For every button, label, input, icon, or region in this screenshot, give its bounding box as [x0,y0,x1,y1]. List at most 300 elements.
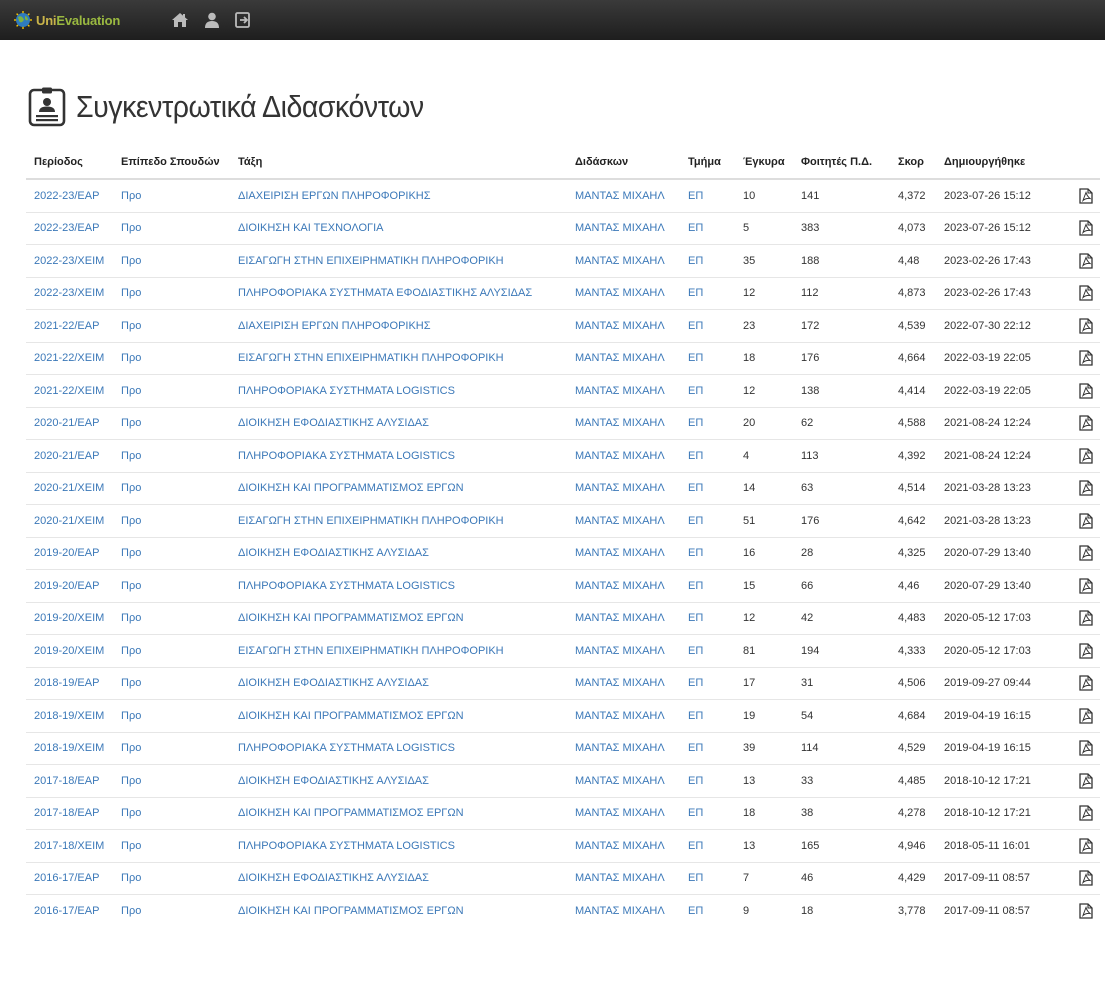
pdf-icon[interactable] [1079,708,1093,724]
table-row [26,375,1100,408]
header-dept[interactable]: Τμήμα [680,146,735,179]
cell-dept[interactable]: ΕΠ [680,310,735,343]
cell-level[interactable]: Προ [113,375,230,408]
cell-level[interactable]: Προ [113,537,230,570]
cell-course[interactable]: ΔΙΟΙΚΗΣΗ ΕΦΟΔΙΑΣΤΙΚΗΣ ΑΛΥΣΙΔΑΣ [230,537,567,570]
cell-pdf [1061,895,1100,927]
cell-instructor[interactable]: ΜΑΝΤΑΣ ΜΙΧΑΗΛ [567,830,680,863]
cell-valid: 13 [735,765,793,798]
cell-period[interactable]: 2020-21/EAP [26,407,113,440]
cell-pdf [1061,505,1100,538]
cell-instructor[interactable]: ΜΑΝΤΑΣ ΜΙΧΑΗΛ [567,440,680,473]
cell-course[interactable]: ΠΛΗΡΟΦΟΡΙΑΚΑ ΣΥΣΤΗΜΑΤΑ LOGISTICS [230,570,567,603]
table-row [26,440,1100,473]
cell-valid: 4 [735,440,793,473]
cell-score: 4,506 [890,667,936,700]
cell-created: 2023-02-26 17:43 [936,245,1061,278]
cell-created: 2022-07-30 22:12 [936,310,1061,343]
cell-course[interactable]: ΔΙΟΙΚΗΣΗ ΕΦΟΔΙΑΣΤΙΚΗΣ ΑΛΥΣΙΔΑΣ [230,407,567,440]
header-course[interactable]: Τάξη [230,146,567,179]
cell-course[interactable]: ΔΙΟΙΚΗΣΗ ΚΑΙ ΠΡΟΓΡΑΜΜΑΤΙΣΜΟΣ ΕΡΓΩΝ [230,700,567,733]
cell-pdf [1061,732,1100,765]
cell-dept[interactable]: ΕΠ [680,765,735,798]
table-row [26,635,1100,668]
pdf-icon[interactable] [1079,545,1093,561]
cell-period[interactable]: 2019-20/ΧΕΙΜ [26,635,113,668]
cell-level[interactable]: Προ [113,342,230,375]
table-row [26,277,1100,310]
cell-pdf [1061,635,1100,668]
cell-instructor[interactable]: ΜΑΝΤΑΣ ΜΙΧΑΗΛ [567,212,680,245]
cell-instructor[interactable]: ΜΑΝΤΑΣ ΜΙΧΑΗΛ [567,765,680,798]
cell-instructor[interactable]: ΜΑΝΤΑΣ ΜΙΧΑΗΛ [567,310,680,343]
cell-students: 138 [793,375,890,408]
cell-course[interactable]: ΕΙΣΑΓΩΓΗ ΣΤΗΝ ΕΠΙΧΕΙΡΗΜΑΤΙΚΗ ΠΛΗΡΟΦΟΡΙΚΗ [230,635,567,668]
cell-valid: 39 [735,732,793,765]
header-students[interactable]: Φοιτητές Π.Δ. [793,146,890,179]
cell-level[interactable]: Προ [113,895,230,927]
cell-score: 4,414 [890,375,936,408]
cell-created: 2021-08-24 12:24 [936,440,1061,473]
pdf-icon[interactable] [1079,285,1093,301]
cell-level[interactable]: Προ [113,602,230,635]
cell-pdf [1061,277,1100,310]
cell-dept[interactable]: ΕΠ [680,602,735,635]
cell-period[interactable]: 2020-21/EAP [26,440,113,473]
cell-students: 188 [793,245,890,278]
cell-valid: 15 [735,570,793,603]
brand-name [36,13,120,28]
cell-dept[interactable]: ΕΠ [680,342,735,375]
cell-valid: 18 [735,342,793,375]
cell-level[interactable]: Προ [113,277,230,310]
cell-score: 4,514 [890,472,936,505]
cell-dept[interactable]: ΕΠ [680,732,735,765]
table-row [26,537,1100,570]
header-level[interactable]: Επίπεδο Σπουδών [113,146,230,179]
user-icon[interactable] [203,11,221,29]
cell-level[interactable]: Προ [113,700,230,733]
pdf-icon[interactable] [1079,578,1093,594]
cell-course[interactable]: ΕΙΣΑΓΩΓΗ ΣΤΗΝ ΕΠΙΧΕΙΡΗΜΑΤΙΚΗ ΠΛΗΡΟΦΟΡΙΚΗ [230,505,567,538]
cell-created: 2019-09-27 09:44 [936,667,1061,700]
pdf-icon[interactable] [1079,253,1093,269]
cell-course[interactable]: ΔΙΟΙΚΗΣΗ ΚΑΙ ΠΡΟΓΡΑΜΜΑΤΙΣΜΟΣ ΕΡΓΩΝ [230,472,567,505]
cell-created: 2017-09-11 08:57 [936,895,1061,927]
cell-valid: 12 [735,602,793,635]
cell-dept[interactable]: ΕΠ [680,667,735,700]
cell-score: 4,642 [890,505,936,538]
cell-score: 4,664 [890,342,936,375]
cell-students: 66 [793,570,890,603]
pdf-icon[interactable] [1079,480,1093,496]
cell-instructor[interactable]: ΜΑΝΤΑΣ ΜΙΧΑΗΛ [567,505,680,538]
brand-uni: Uni [36,12,57,28]
cell-pdf [1061,310,1100,343]
cell-students: 172 [793,310,890,343]
cell-level[interactable]: Προ [113,732,230,765]
pdf-icon[interactable] [1079,838,1093,854]
cell-period[interactable]: 2021-22/EAP [26,310,113,343]
cell-period[interactable]: 2020-21/ΧΕΙΜ [26,472,113,505]
cell-score: 4,539 [890,310,936,343]
cell-level[interactable]: Προ [113,635,230,668]
cell-pdf [1061,830,1100,863]
table-row [26,700,1100,733]
cell-level[interactable]: Προ [113,245,230,278]
cell-course[interactable]: ΕΙΣΑΓΩΓΗ ΣΤΗΝ ΕΠΙΧΕΙΡΗΜΑΤΙΚΗ ΠΛΗΡΟΦΟΡΙΚΗ [230,245,567,278]
cell-dept[interactable]: ΕΠ [680,797,735,830]
cell-dept[interactable]: ΕΠ [680,570,735,603]
cell-students: 383 [793,212,890,245]
cell-course[interactable]: ΠΛΗΡΟΦΟΡΙΑΚΑ ΣΥΣΤΗΜΑΤΑ LOGISTICS [230,830,567,863]
table-row [26,765,1100,798]
cell-level[interactable]: Προ [113,440,230,473]
cell-score: 4,485 [890,765,936,798]
table-row [26,472,1100,505]
cell-dept[interactable]: ΕΠ [680,700,735,733]
cell-valid: 12 [735,375,793,408]
cell-period[interactable]: 2022-23/ΧΕΙΜ [26,277,113,310]
cell-dept[interactable]: ΕΠ [680,505,735,538]
cell-pdf [1061,342,1100,375]
cell-valid: 9 [735,895,793,927]
header-instructor[interactable]: Διδάσκων [567,146,680,179]
cell-valid: 19 [735,700,793,733]
cell-score: 4,529 [890,732,936,765]
cell-valid: 13 [735,830,793,863]
cell-students: 112 [793,277,890,310]
cell-dept[interactable]: ΕΠ [680,179,735,212]
cell-period[interactable]: 2021-22/ΧΕΙΜ [26,375,113,408]
cell-level[interactable]: Προ [113,667,230,700]
cell-pdf [1061,179,1100,212]
cell-score: 4,372 [890,179,936,212]
table-row [26,797,1100,830]
page-title: Συγκεντρωτικά Διδασκόντων [76,89,424,124]
cell-period[interactable]: 2020-21/ΧΕΙΜ [26,505,113,538]
cell-score: 4,278 [890,797,936,830]
cell-created: 2020-07-29 13:40 [936,570,1061,603]
cell-course[interactable]: ΔΙΟΙΚΗΣΗ ΚΑΙ ΠΡΟΓΡΑΜΜΑΤΙΣΜΟΣ ΕΡΓΩΝ [230,797,567,830]
cell-level[interactable]: Προ [113,179,230,212]
cell-created: 2023-02-26 17:43 [936,277,1061,310]
cell-students: 194 [793,635,890,668]
cell-period[interactable]: 2021-22/ΧΕΙΜ [26,342,113,375]
cell-score: 4,873 [890,277,936,310]
cell-students: 28 [793,537,890,570]
cell-students: 176 [793,505,890,538]
cell-period[interactable]: 2022-23/EAP [26,212,113,245]
cell-students: 176 [793,342,890,375]
pdf-icon[interactable] [1079,188,1093,204]
table-row [26,602,1100,635]
cell-period[interactable]: 2019-20/EAP [26,537,113,570]
globe-logo-icon [14,11,32,29]
pdf-icon[interactable] [1079,220,1093,236]
table-row [26,732,1100,765]
header-score[interactable]: Σκορ [890,146,936,179]
cell-pdf [1061,797,1100,830]
cell-score: 4,46 [890,570,936,603]
cell-instructor[interactable]: ΜΑΝΤΑΣ ΜΙΧΑΗΛ [567,342,680,375]
cell-created: 2021-03-28 13:23 [936,472,1061,505]
cell-instructor[interactable]: ΜΑΝΤΑΣ ΜΙΧΑΗΛ [567,700,680,733]
table-row [26,310,1100,343]
cell-score: 4,588 [890,407,936,440]
cell-pdf [1061,245,1100,278]
cell-valid: 18 [735,797,793,830]
cell-score: 4,483 [890,602,936,635]
cell-instructor[interactable]: ΜΑΝΤΑΣ ΜΙΧΑΗΛ [567,732,680,765]
cell-pdf [1061,375,1100,408]
pdf-icon[interactable] [1079,318,1093,334]
cell-students: 18 [793,895,890,927]
cell-pdf [1061,407,1100,440]
cell-students: 62 [793,407,890,440]
table-row [26,245,1100,278]
cell-period[interactable]: 2017-18/EAP [26,797,113,830]
cell-created: 2019-04-19 16:15 [936,700,1061,733]
cell-valid: 35 [735,245,793,278]
cell-instructor[interactable]: ΜΑΝΤΑΣ ΜΙΧΑΗΛ [567,895,680,927]
brand-link[interactable] [14,9,120,31]
cell-dept[interactable]: ΕΠ [680,212,735,245]
header-created[interactable]: Δημιουργήθηκε [936,146,1061,179]
cell-valid: 20 [735,407,793,440]
cell-instructor[interactable]: ΜΑΝΤΑΣ ΜΙΧΑΗΛ [567,602,680,635]
cell-course[interactable]: ΔΙΟΙΚΗΣΗ ΕΦΟΔΙΑΣΤΙΚΗΣ ΑΛΥΣΙΔΑΣ [230,862,567,895]
cell-period[interactable]: 2019-20/EAP [26,570,113,603]
cell-period[interactable]: 2017-18/ΧΕΙΜ [26,830,113,863]
header-actions [1061,146,1100,179]
cell-instructor[interactable]: ΜΑΝΤΑΣ ΜΙΧΑΗΛ [567,245,680,278]
cell-course[interactable]: ΠΛΗΡΟΦΟΡΙΑΚΑ ΣΥΣΤΗΜΑΤΑ LOGISTICS [230,375,567,408]
cell-dept[interactable]: ΕΠ [680,277,735,310]
cell-valid: 5 [735,212,793,245]
cell-score: 4,946 [890,830,936,863]
cell-pdf [1061,537,1100,570]
table-row [26,212,1100,245]
cell-created: 2020-05-12 17:03 [936,602,1061,635]
cell-created: 2019-04-19 16:15 [936,732,1061,765]
cell-instructor[interactable]: ΜΑΝΤΑΣ ΜΙΧΑΗΛ [567,667,680,700]
cell-pdf [1061,472,1100,505]
cell-students: 54 [793,700,890,733]
cell-instructor[interactable]: ΜΑΝΤΑΣ ΜΙΧΑΗΛ [567,407,680,440]
cell-valid: 7 [735,862,793,895]
cell-created: 2022-03-19 22:05 [936,375,1061,408]
cell-level[interactable]: Προ [113,862,230,895]
table-row [26,179,1100,212]
cell-valid: 23 [735,310,793,343]
cell-level[interactable]: Προ [113,212,230,245]
cell-students: 31 [793,667,890,700]
cell-students: 33 [793,765,890,798]
cell-instructor[interactable]: ΜΑΝΤΑΣ ΜΙΧΑΗΛ [567,472,680,505]
cell-level[interactable]: Προ [113,797,230,830]
table-row [26,407,1100,440]
cell-level[interactable]: Προ [113,407,230,440]
cell-score: 4,684 [890,700,936,733]
cell-created: 2020-07-29 13:40 [936,537,1061,570]
cell-valid: 81 [735,635,793,668]
cell-pdf [1061,700,1100,733]
cell-created: 2018-05-11 16:01 [936,830,1061,863]
cell-period[interactable]: 2017-18/EAP [26,765,113,798]
cell-pdf [1061,667,1100,700]
cell-level[interactable]: Προ [113,310,230,343]
cell-dept[interactable]: ΕΠ [680,245,735,278]
cell-score: 4,333 [890,635,936,668]
pdf-icon[interactable] [1079,448,1093,464]
cell-period[interactable]: 2018-19/ΧΕΙΜ [26,732,113,765]
page-heading [28,82,454,132]
cell-students: 46 [793,862,890,895]
cell-pdf [1061,440,1100,473]
cell-created: 2018-10-12 17:21 [936,797,1061,830]
cell-course[interactable]: ΠΛΗΡΟΦΟΡΙΑΚΑ ΣΥΣΤΗΜΑΤΑ LOGISTICS [230,440,567,473]
cell-period[interactable]: 2022-23/ΧΕΙΜ [26,245,113,278]
table-row [26,830,1100,863]
cell-created: 2023-07-26 15:12 [936,212,1061,245]
cell-dept[interactable]: ΕΠ [680,472,735,505]
cell-period[interactable]: 2016-17/EAP [26,862,113,895]
pdf-icon[interactable] [1079,643,1093,659]
instructors-summary-table [26,146,1100,927]
cell-level[interactable]: Προ [113,570,230,603]
cell-instructor[interactable]: ΜΑΝΤΑΣ ΜΙΧΑΗΛ [567,277,680,310]
cell-instructor[interactable]: ΜΑΝΤΑΣ ΜΙΧΑΗΛ [567,635,680,668]
cell-valid: 14 [735,472,793,505]
table-header-row [26,146,1100,179]
cell-level[interactable]: Προ [113,765,230,798]
table-row [26,505,1100,538]
cell-period[interactable]: 2018-19/EAP [26,667,113,700]
cell-instructor[interactable]: ΜΑΝΤΑΣ ΜΙΧΑΗΛ [567,375,680,408]
cell-valid: 12 [735,277,793,310]
pdf-icon[interactable] [1079,903,1093,919]
cell-valid: 16 [735,537,793,570]
table-row [26,570,1100,603]
header-period[interactable]: Περίοδος [26,146,113,179]
cell-level[interactable]: Προ [113,472,230,505]
home-icon[interactable] [171,11,189,29]
instructor-report-icon [28,87,66,127]
cell-students: 165 [793,830,890,863]
pdf-icon[interactable] [1079,415,1093,431]
header-valid[interactable]: Έγκυρα [735,146,793,179]
cell-created: 2017-09-11 08:57 [936,862,1061,895]
cell-created: 2021-08-24 12:24 [936,407,1061,440]
cell-level[interactable]: Προ [113,830,230,863]
cell-dept[interactable]: ΕΠ [680,375,735,408]
cell-pdf [1061,602,1100,635]
table-row [26,895,1100,927]
pdf-icon[interactable] [1079,870,1093,886]
cell-dept[interactable]: ΕΠ [680,440,735,473]
table-row [26,862,1100,895]
top-navbar [0,0,1105,40]
pdf-icon[interactable] [1079,513,1093,529]
cell-created: 2018-10-12 17:21 [936,765,1061,798]
cell-dept[interactable]: ΕΠ [680,830,735,863]
pdf-icon[interactable] [1079,383,1093,399]
cell-instructor[interactable]: ΜΑΝΤΑΣ ΜΙΧΑΗΛ [567,862,680,895]
cell-pdf [1061,862,1100,895]
cell-instructor[interactable]: ΜΑΝΤΑΣ ΜΙΧΑΗΛ [567,179,680,212]
cell-valid: 17 [735,667,793,700]
cell-created: 2022-03-19 22:05 [936,342,1061,375]
cell-instructor[interactable]: ΜΑΝΤΑΣ ΜΙΧΑΗΛ [567,570,680,603]
cell-created: 2023-07-26 15:12 [936,179,1061,212]
cell-valid: 10 [735,179,793,212]
table-row [26,342,1100,375]
cell-instructor[interactable]: ΜΑΝΤΑΣ ΜΙΧΑΗΛ [567,537,680,570]
cell-course[interactable]: ΔΙΟΙΚΗΣΗ ΚΑΙ ΠΡΟΓΡΑΜΜΑΤΙΣΜΟΣ ΕΡΓΩΝ [230,602,567,635]
pdf-icon[interactable] [1079,610,1093,626]
cell-score: 4,073 [890,212,936,245]
pdf-icon[interactable] [1079,350,1093,366]
cell-dept[interactable]: ΕΠ [680,537,735,570]
cell-score: 3,778 [890,895,936,927]
cell-dept[interactable]: ΕΠ [680,862,735,895]
cell-course[interactable]: ΔΙΑΧΕΙΡΙΣΗ ΕΡΓΩΝ ΠΛΗΡΟΦΟΡΙΚΗΣ [230,310,567,343]
cell-pdf [1061,570,1100,603]
cell-course[interactable]: ΔΙΟΙΚΗΣΗ ΕΦΟΔΙΑΣΤΙΚΗΣ ΑΛΥΣΙΔΑΣ [230,667,567,700]
cell-period[interactable]: 2016-17/EAP [26,895,113,927]
logout-icon[interactable] [234,11,252,29]
cell-created: 2021-03-28 13:23 [936,505,1061,538]
cell-course[interactable]: ΔΙΟΙΚΗΣΗ ΚΑΙ ΠΡΟΓΡΑΜΜΑΤΙΣΜΟΣ ΕΡΓΩΝ [230,895,567,927]
cell-dept[interactable]: ΕΠ [680,895,735,927]
cell-period[interactable]: 2022-23/EAP [26,179,113,212]
cell-score: 4,48 [890,245,936,278]
table-row [26,667,1100,700]
cell-dept[interactable]: ΕΠ [680,407,735,440]
cell-course[interactable]: ΔΙΑΧΕΙΡΙΣΗ ΕΡΓΩΝ ΠΛΗΡΟΦΟΡΙΚΗΣ [230,179,567,212]
cell-instructor[interactable]: ΜΑΝΤΑΣ ΜΙΧΑΗΛ [567,797,680,830]
cell-dept[interactable]: ΕΠ [680,635,735,668]
brand-evaluation: Evaluation [56,12,121,28]
cell-course[interactable]: ΠΛΗΡΟΦΟΡΙΑΚΑ ΣΥΣΤΗΜΑΤΑ ΕΦΟΔΙΑΣΤΙΚΗΣ ΑΛΥΣΙΔΑΣ [230,277,567,310]
pdf-icon[interactable] [1079,675,1093,691]
cell-course[interactable]: ΠΛΗΡΟΦΟΡΙΑΚΑ ΣΥΣΤΗΜΑΤΑ LOGISTICS [230,732,567,765]
cell-pdf [1061,212,1100,245]
pdf-icon[interactable] [1079,805,1093,821]
cell-pdf [1061,765,1100,798]
cell-valid: 51 [735,505,793,538]
cell-created: 2020-05-12 17:03 [936,635,1061,668]
cell-students: 114 [793,732,890,765]
pdf-icon[interactable] [1079,740,1093,756]
cell-score: 4,325 [890,537,936,570]
cell-students: 141 [793,179,890,212]
cell-students: 63 [793,472,890,505]
cell-period[interactable]: 2019-20/ΧΕΙΜ [26,602,113,635]
cell-students: 113 [793,440,890,473]
cell-score: 4,429 [890,862,936,895]
cell-score: 4,392 [890,440,936,473]
cell-students: 42 [793,602,890,635]
cell-level[interactable]: Προ [113,505,230,538]
cell-students: 38 [793,797,890,830]
cell-course[interactable]: ΔΙΟΙΚΗΣΗ ΚΑΙ ΤΕΧΝΟΛΟΓΙΑ [230,212,567,245]
pdf-icon[interactable] [1079,773,1093,789]
cell-period[interactable]: 2018-19/ΧΕΙΜ [26,700,113,733]
cell-course[interactable]: ΔΙΟΙΚΗΣΗ ΕΦΟΔΙΑΣΤΙΚΗΣ ΑΛΥΣΙΔΑΣ [230,765,567,798]
cell-course[interactable]: ΕΙΣΑΓΩΓΗ ΣΤΗΝ ΕΠΙΧΕΙΡΗΜΑΤΙΚΗ ΠΛΗΡΟΦΟΡΙΚΗ [230,342,567,375]
